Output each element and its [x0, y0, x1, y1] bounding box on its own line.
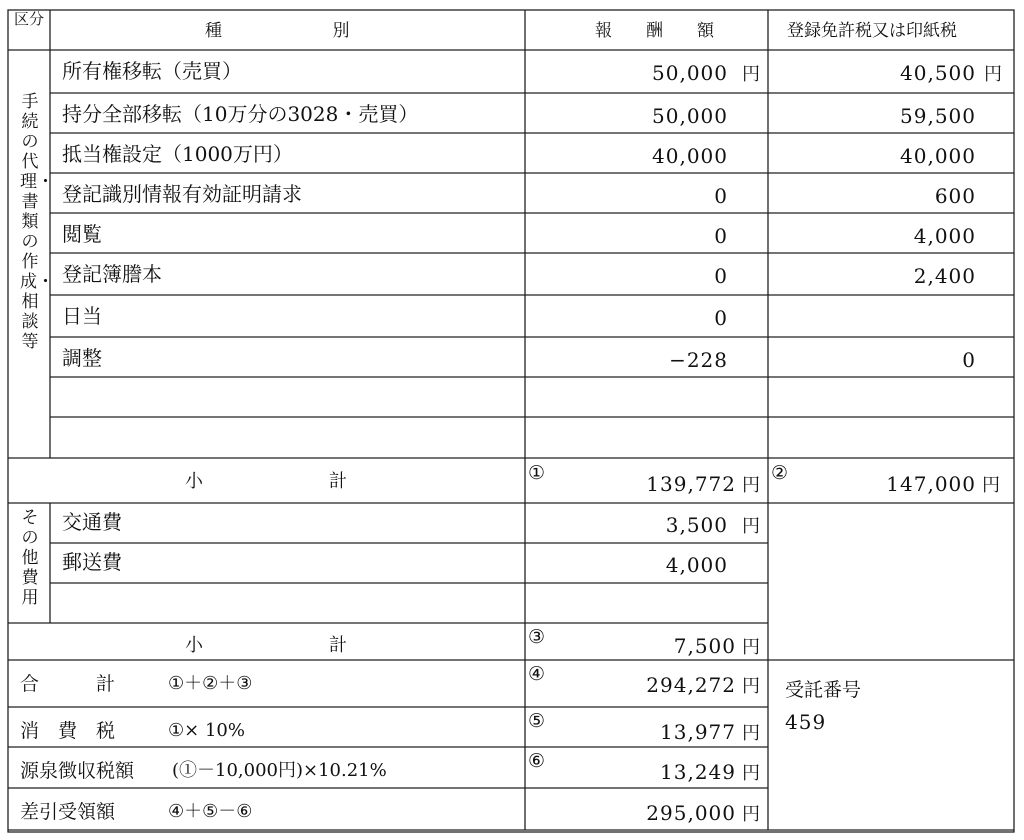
expense-row-fee: 3,500: [665, 513, 728, 537]
subtotal2-fee: 7,500: [673, 634, 736, 658]
total-value: 13,977: [660, 720, 736, 744]
expense-row-fee-unit: 円: [742, 516, 760, 537]
total-value: 295,000: [646, 801, 736, 825]
subtotal2-fee-unit: 円: [742, 637, 760, 658]
subtotal1-tax: 147,000: [886, 472, 976, 496]
row-fee: 0: [714, 224, 728, 248]
row-tax: 4,000: [913, 224, 976, 248]
row-fee: 40,000: [652, 144, 728, 168]
row-name: 持分全部移転（10万分の3028・売買）: [62, 102, 419, 126]
total-value: 13,249: [660, 760, 736, 784]
subtotal2-mark: ③: [528, 626, 546, 648]
subtotal1-fee: 139,772: [646, 472, 736, 496]
section1-label: 手続の代理・書類の作成・相談等: [20, 92, 54, 352]
row-tax: 40,500: [900, 61, 976, 85]
total-formula: ①× 10%: [168, 720, 245, 741]
subtotal1-mark2: ②: [771, 462, 789, 484]
total-unit: 円: [742, 676, 760, 697]
total-label: 消 費 税: [20, 720, 116, 742]
subtotal1-fee-unit: 円: [742, 475, 760, 496]
row-fee: 50,000: [652, 104, 728, 128]
subtotal1-tax-unit: 円: [982, 475, 1000, 496]
total-label: 源泉徴収税額: [20, 760, 135, 782]
row-name: 閲覧: [62, 222, 102, 246]
total-label: 合 計: [20, 673, 116, 695]
row-tax: 59,500: [900, 104, 976, 128]
row-name: 所有権移転（売買）: [62, 59, 242, 83]
total-unit: 円: [742, 723, 760, 744]
total-label: 差引受領額: [20, 801, 116, 823]
total-unit: 円: [742, 804, 760, 825]
row-name: 登記簿謄本: [62, 262, 162, 286]
total-unit: 円: [742, 763, 760, 784]
row-fee: 0: [714, 264, 728, 288]
subtotal2-label: 小 計: [185, 635, 347, 656]
total-value: 294,272: [646, 673, 736, 697]
section2-label: その他費用: [21, 508, 39, 608]
total-mark: ④: [528, 663, 546, 685]
row-name: 抵当権設定（1000万円）: [62, 142, 293, 166]
row-tax: 40,000: [900, 144, 976, 168]
side-label: 受託番号: [785, 679, 862, 701]
row-fee: 0: [714, 184, 728, 208]
total-formula: (①－10,000円)×10.21%: [172, 760, 387, 781]
row-fee-unit: 円: [742, 64, 760, 85]
expense-row-fee: 4,000: [665, 553, 728, 577]
row-name: 日当: [62, 304, 102, 328]
row-fee: −228: [669, 348, 728, 372]
row-tax: 600: [934, 184, 976, 208]
row-tax-unit: 円: [984, 64, 1002, 85]
expense-row-name: 郵送費: [62, 550, 122, 574]
row-tax: 0: [962, 348, 976, 372]
subtotal1-label: 小 計: [185, 471, 347, 492]
total-formula: ①＋②＋③: [168, 673, 253, 694]
subtotal1-mark1: ①: [528, 462, 546, 484]
row-tax: 2,400: [913, 264, 976, 288]
header-kubun: 区分: [13, 10, 44, 28]
side-number: 459: [785, 710, 827, 734]
row-fee: 0: [714, 306, 728, 330]
row-name: 調整: [62, 346, 102, 370]
header-shubetsu: 種 別: [205, 21, 358, 41]
row-name: 登記識別情報有効証明請求: [62, 182, 302, 206]
total-mark: ⑥: [528, 750, 546, 772]
row-fee: 50,000: [652, 61, 728, 85]
header-zei: 登録免許税又は印紙税: [787, 21, 957, 41]
header-houshu: 報 酬 額: [595, 21, 723, 41]
total-formula: ④＋⑤－⑥: [168, 801, 253, 822]
total-mark: ⑤: [528, 710, 546, 732]
expense-row-name: 交通費: [62, 510, 122, 534]
